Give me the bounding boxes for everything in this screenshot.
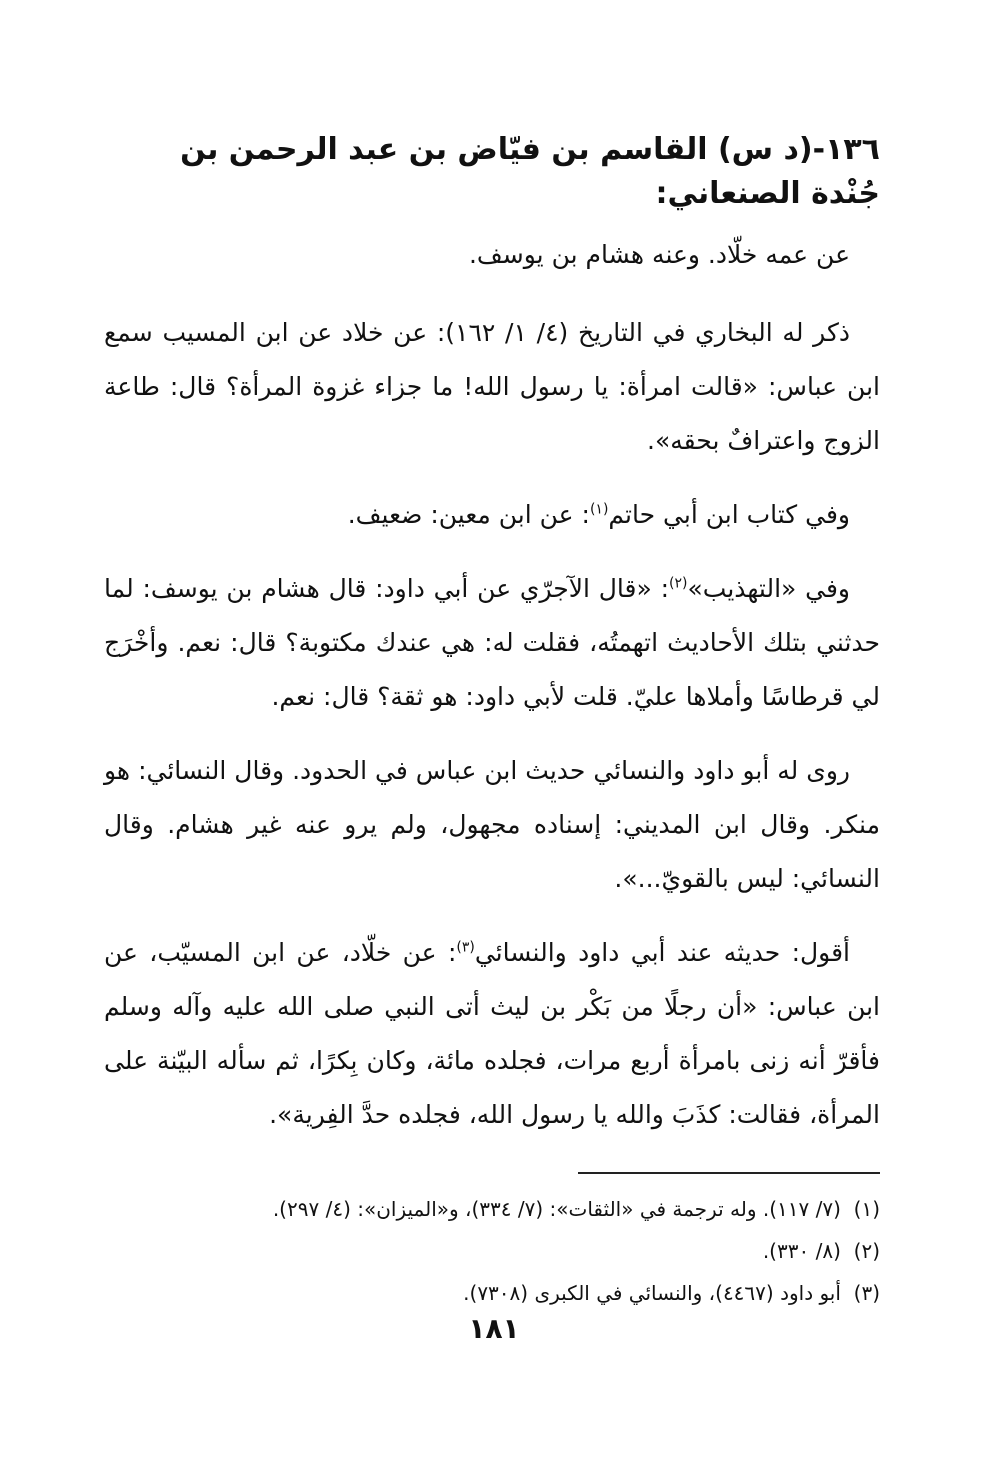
footnote-ref: (٢) (669, 575, 688, 592)
paragraph-text: وفي «التهذيب» (687, 574, 850, 603)
footnote-number: (٢) (853, 1239, 880, 1263)
paragraph-text: : «قال الآجرّي عن أبي داود: قال هشام بن يوسف: لما حدثني بتلك الأحاديث اتهمتُه، فقلت له: هي عندك مكتوبة؟ قال: نعم. وأخْرَج لي قرطاسًا وأملاها عليّ. قلت لأبي داود: هو ثقة؟ قال: نعم. (104, 574, 880, 711)
paragraph-ibn-abi-hatim (104, 488, 880, 542)
paragraph-author-comment (104, 926, 880, 1142)
footnote-text: أبو داود (٤٤٦٧)، والنسائي في الكبرى (٧٣٠٨). (463, 1281, 841, 1305)
footnote-ref: (٣) (456, 939, 475, 956)
footnote-number: (١) (853, 1197, 880, 1221)
paragraph-text: أقول: حديثه عند أبي داود والنسائي (474, 938, 850, 967)
paragraph-bukhari: ذكر له البخاري في التاريخ (٤/ ١/ ١٦٢): عن خلاد عن ابن المسيب سمع ابن عباس: «قالت امرأة: يا رسول الله! ما جزاء غزوة المرأة؟ قال: طاعة الزوج واعترافٌ بحقه». (104, 318, 880, 455)
footnote-divider (578, 1172, 880, 1174)
footnotes (104, 1188, 880, 1314)
paragraph-tahdhib (104, 562, 880, 724)
footnote-number: (٣) (853, 1281, 880, 1305)
footnote-text: (٨/ ٣٣٠). (762, 1239, 841, 1263)
paragraph-nasai: روى له أبو داود والنسائي حديث ابن عباس في الحدود. وقال النسائي: هو منكر. وقال ابن المديني: إسناده مجهول، ولم يرو عنه غير هشام. وقال النسائي: ليس بالقويّ...». (104, 756, 880, 893)
paragraph-text: : عن خلّاد، عن ابن المسيّب، عن ابن عباس: «أن رجلًا من بَكْر بن ليث أتى النبي صلى الله عليه وآله وسلم فأقرّ أنه زنى بامرأة أربع مرات، فجلده مائة، وكان بِكرًا، ثم سأله البيّنة على المرأة، فقالت: كذَبَ والله يا رسول الله، فجلده حدَّ الفِرية». (104, 938, 880, 1129)
page-number: ١٨١ (468, 1312, 520, 1345)
footnote-3 (104, 1272, 880, 1314)
footnote-ref: (١) (589, 501, 609, 518)
footnote-2 (104, 1230, 880, 1272)
footnote-1 (104, 1188, 880, 1230)
paragraph-text: : عن ابن معين: ضعيف. (347, 500, 590, 529)
paragraph-text: وفي كتاب ابن أبي حاتم (608, 500, 850, 529)
footnote-text: (٧/ ١١٧). وله ترجمة في «الثقات»: (٧/ ٣٣٤)، و«الميزان»: (٤/ ٢٩٧). (272, 1197, 841, 1221)
entry-heading: ١٣٦-(د س) القاسم بن فيّاض بن عبد الرحمن بن جُنْدة الصنعاني: (180, 132, 880, 211)
paragraph-teachers: عن عمه خلّاد. وعنه هشام بن يوسف. (468, 240, 850, 269)
